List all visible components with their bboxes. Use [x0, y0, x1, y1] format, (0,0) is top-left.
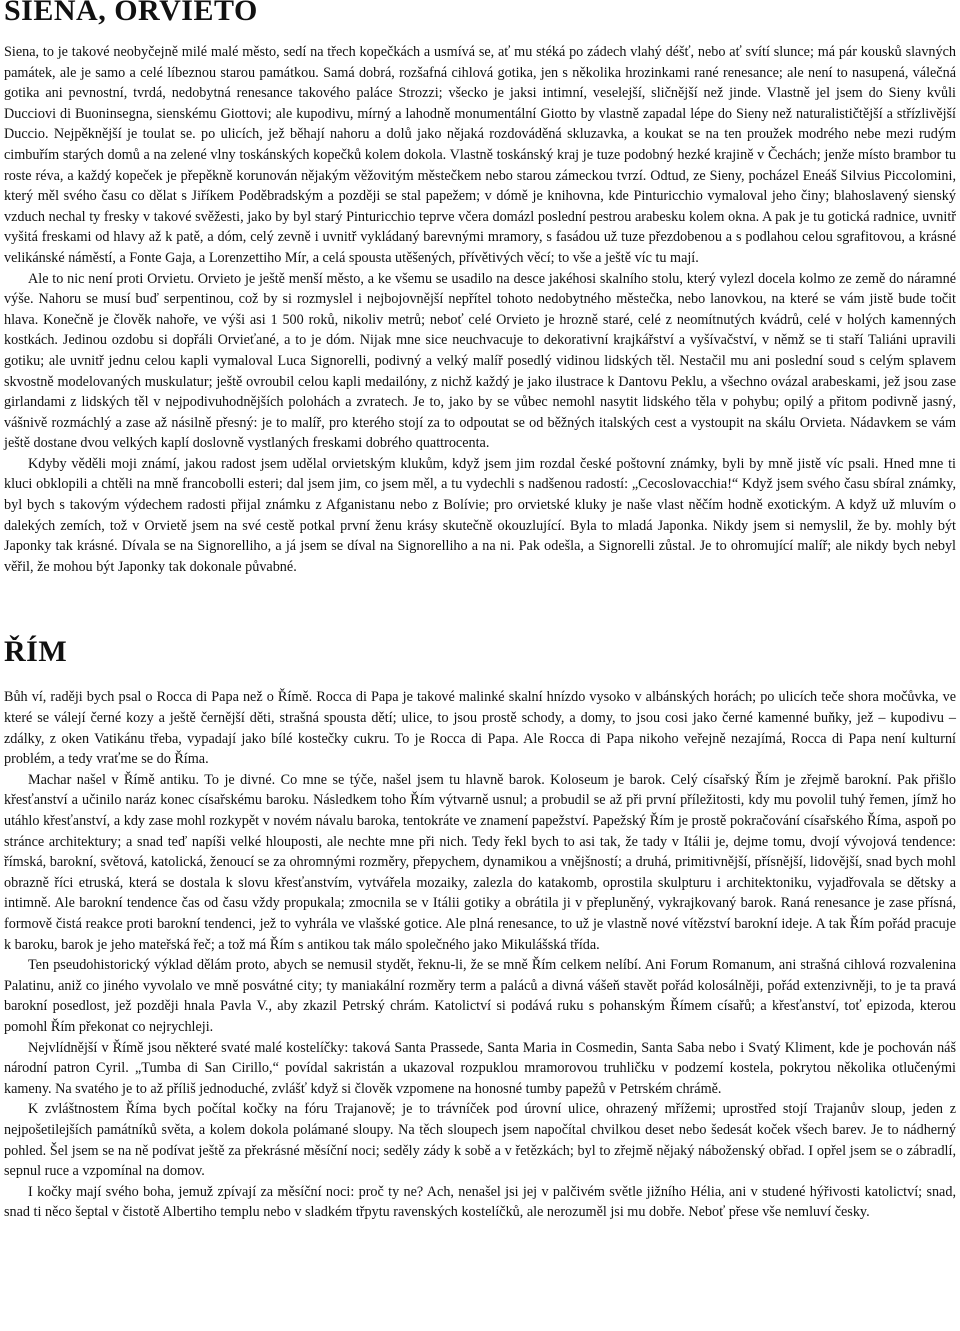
paragraph: Nejvlídnější v Římě jsou některé svaté malé kostelíčky: taková Santa Prassede, Santa Maria in Cosmedin, Santa Saba nebo i Svatý Kliment, kde je pochován náš národní patron Cyril. „Tumba di San Cirillo,“ povídal sakristán a ukazoval rozpuklou mramorovou truhličku v podzemí kostela, pokrytou několika otlučenými kameny. Na svatého je to až příliš jednoduché, zvlášť když si člověk vzpomene na honosné tumby papežů v Petrském chrámě. [4, 1039, 956, 1097]
chapter-title-rim: ŘÍM [4, 635, 68, 669]
paragraph: Kdyby věděli moji známí, jakou radost jsem udělal orvietským klukům, když jsem jim rozdal české poštovní známky, byli by mně jistě víc psali. Hned mne ti kluci obklopili a chtěli na mně francobolli esteri; dal jsem jim, co jsem měl, a tu vydechli s nadšenou radostí: „Cecoslovacchia!“ Když jsem svého času sbíral známky, byl bych s takovým výdechem radosti přijal známku z Afganistanu nebo z Bolívie; pro orvietské kluky je naše vlast něčím hodně exotickým. A když už mluvím o dalekých zemích, tož v Orvietě jsem na své cestě potkal první ženu krásy skutečně okouzlující. Byla to mladá Japonka. Nikdy jsem si nemyslil, že by. mohly být Japonky tak krásné. Dívala se na Signorelliho, a já jsem se díval na Signorelliho a na ni. Pak odešla, a Signorelli zůstal. Je to ohromující malíř; ale nikdy bych nebyl věřil, že mohou být Japonky tak dokonale půvabné. [4, 455, 956, 575]
section-spacer [4, 577, 956, 631]
chapter-body-rim [4, 687, 956, 1222]
paragraph: Machar našel v Římě antiku. To je divné. Co mne se týče, našel jsem tu hlavně barok. Koloseum je barok. Celý císařský Řím je zřejmě barokní. Pak přišlo křesťanství a učinilo naráz konec císařskému baroku. Následkem toho Řím výtvarně usnul; a probudil se až při první příležitosti, kdy mu povolil tuhý řemen, jímž ho utáhlo křesťanství, a kdy zase mohl rozkypět v novém návalu baroka, tentokráte ve znamení papežství. Papežský Řím je prostě pokračování císařského Říma, aspoň po stránce architektury; a snad teď napíši velké hlouposti, ale nechte mne při nich. Tedy řekl bych to asi tak, že tady v Itálii je, dejme tomu, dvojí vývojová tendence: římská, barokní, světová, katolická, ženoucí se za ohromnými rozměry, přepychem, dynamikou a vnějšností; a druhá, primitivnější, přísnější, lidovější, snad bych mohl obrazně říci etruská, která se dostala k slovu křesťanstvím, vytvářela mozaiky, zalezla do katakomb, oprostila skulpturu i architektoniku, vyjadřovala se dětsky a intimně. Ale barokní tendence čas od času vždy propukala; zmocnila se v Itálii gotiky a obrátila ji v přepluněný, vykrajkovaný barok. Raná renesance je zase přísná, formově čistá reakce proti barokní tendenci, jež to vyhrála ve vlašské gotice. Ale plná renesance, to už je vlastně nové vítězství barokní ideje. A tak Řím pořád pracuje k baroku, barok je jeho mateřská řeč; a tož má Řím s antikou tak málo společného jako Mikulášská třída. [4, 771, 956, 953]
chapter-body-siena-orvieto [4, 42, 956, 577]
paragraph: K zvláštnostem Říma bych počítal kočky na fóru Trajanově; je to trávníček pod úrovní ulice, ohrazený mřížemi; uprostřed stojí Trajanův sloup, jeden z nejpošetilejších památníků světa, a kolem dokola polámané sloupy. Na těch sloupech jsem napočítal chvilkou deset nebo šedesát koček všech barev. Je to nádherný pohled. Šel jsem se na ně podívat ještě za překrásné měsíční noci; seděly zády k sobě a v řetězkách; byl to zřejmě nějaký náboženský obřad. I opřel jsem se o zábradlí, sepnul ruce a vzpomínal na domov. [4, 1101, 956, 1180]
paragraph: Bůh ví, raději bych psal o Rocca di Papa než o Římě. Rocca di Papa je takové malinké skalní hnízdo vysoko v albánských horách; po ulicích teče shora močůvka, ve které se válejí černé kozy a ještě černější děti, strašná spousta dětí; ulice, to jsou prostě schody, a domy, to jsou cosi jako černé kamenné buňky, jež – kupodivu – zdálky, z oken Vatikánu třeba, vypadají jako bílé kostečky cukru. To je Rocca di Papa. Ale Rocca di Papa nikoho veřejně nezajímá, Rocca di Papa není kulturní problém, a tedy vraťme se do Říma. [4, 689, 956, 768]
chapter-title-siena-orvieto: SIENA, ORVIETO [4, 0, 258, 27]
paragraph: Siena, to je takové neobyčejně milé malé město, sedí na třech kopečkách a usmívá se, ať mu stéká po zádech vlahý déšť, nebo ať svítí slunce; má pár kousků slavných památek, ale je samo a celé líbeznou starou památkou. Samá dobrá, rozšafná cihlová gotika, jen s několika hrozinkami rané renesance; ale není to nasupená, válečná gotika ani pevnostní, tvrdá, nedobytná renesance takového paláce Strozzi; všecko je jaksi intimní, veselejší, sličnější než jinde. Vlastně jel jsem do Sieny kvůli Ducciovi di Buoninsegna, sienskému Giottovi; ale kupodivu, mírný a lahodně monumentální Giotto by vlastně zapadal lépe do Sieny než naturalističtější a střízlivější Duccio. Nejpěknější je toulat se. po ulicích, jež běhají nahoru a dolů jako nějaká rozdováděná skluzavka, a koukat se na ten proužek modrého nebe mezi rudým cimbuřím starých domů a na zelené vlny toskánských kopečků kolem dokola. Vlastně toskánský kraj je tuze podobný hezké krajině v Čechách; jenže místo brambor tu roste réva, a každý kopeček je přepěkně korunován nějakým věžovitým městečkem nebo starou zámeckou tvrzí. Odtud, ze Sieny, pocházel Eneáš Silvius Piccolomini, který měl svého času co dělat s Jiříkem Poděbradským a později se stal papežem; v dómě je knihovna, kde Pinturicchio vymaloval jeho činy; blahoslavený sienský vzduch nechal ty fresky v takové svěžesti, jako by byl starý Pinturicchio teprve včera domázl poslední pestrou arabesku kolem okna. A pak je tu gotická radnice, uvnitř vyšitá freskami od hlavy až k patě, a dóm, celý zevně i uvnitř vykládaný barevnými mramory, s fasádou už tuze přezdobenou a s podlahou celou sgrafitovou, a krásné velikánské náměstí, a Fonte Gaja, a Lorenzettiho Mír, a celá spousta utěšených, přívětivých věcí; to vše a ještě víc tu mají. [4, 44, 956, 266]
paragraph: Ale to nic není proti Orvietu. Orvieto je ještě menší město, a ke všemu se usadilo na desce jakéhosi skalního stolu, který vylezl docela kolmo ze země do náramné výše. Nahoru se musí buď serpentinou, což by si rozmyslel i nejbojovnější nepřítel tohoto nedobytného městečka, nebo lanovkou, na které se vám jistě bude točit hlava. Konečně je člověk nahoře, ve výši asi 1 500 roků, nikoliv metrů; neboť celé Orvieto je hrozně staré, celé z neomítnutých kvádrů, celé v holých kamenných kostkách. Jedinou ozdobu si dopřáli Orvieťané, a to je dóm. Nijak mne sice neuchvacuje to dekorativní krajkářství a vyšívačství, v němž se ti staří Taliáni upravili gotiku; ale uvnitř jednu celou kapli vymaloval Luca Signorelli, podivný a velký malíř posedlý vidinou lidských těl. Nestačil mu ani poslední soud s celým splavem skvostně modelovaných muskulatur; ještě ovroubil celou kapli medailóny, z nichž každý je jako ilustrace k Dantovu Peklu, a všechno ovázal arabeskami, jež jsou zase girlandami z lidských těl v nejpodivuhodnějších polohách a zvratech. Je to, jako by se vůbec nemohl nasytit lidského těla v pohybu; opilý a přitom podivně jasný, vášnivě rozmáchlý a zase až násilně přesný: je to malíř, pro kterého stojí za to odpoutat se od běžných italských cest a vystoupit na skálu Orvieta. Nádavkem se vám ještě dostane dvou velkých kaplí doslovně vystlaných freskami dobrého quattrocenta. [4, 270, 956, 452]
paragraph: Ten pseudohistorický výklad dělám proto, abych se nemusil stydět, řeknu-li, že se mně Řím celkem nelíbí. Ani Forum Romanum, ani strašná cihlová rozvalenina Palatinu, aniž co jiného vyvolalo ve mně posvátné city; ty maniakální rozměry term a paláců a divná vášeň stavět pořád kolosálněji, pořád extenzivněji, to je ta pravá barokní posedlost, jež později hnala Pavla V., aby zkazil Petrský chrám. Katolictví si podává ruku s pohanským Římem císařů; a křesťanství, toť epizoda, kterou pomohl Řím překonat co nejrychleji. [4, 957, 956, 1035]
paragraph: I kočky mají svého boha, jemuž zpívají za měsíční noci: proč ty ne? Ach, nenašel jsi jej v palčivém světle jižního Hélia, ani v studené hýřivosti katolictví; snad, snad ti něco šeptal v čistotě Albertiho templu nebo v sladkém třpytu ravenských kostelíčků, ale nerozuměl jsi mu dobře. Neboť přese vše nemluví česky. [4, 1183, 956, 1221]
